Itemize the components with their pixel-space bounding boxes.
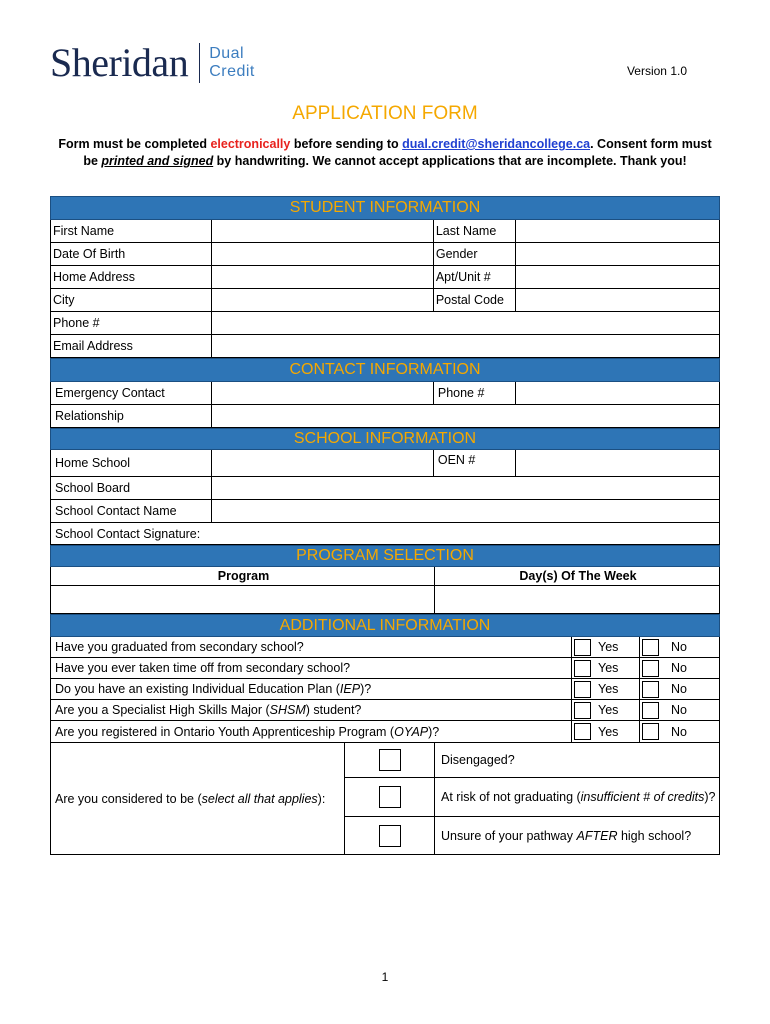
intro-printed-signed: printed and signed xyxy=(101,154,214,168)
label-school-contact-signature: School Contact Signature: xyxy=(55,526,201,541)
input-school-contact-name[interactable] xyxy=(211,500,719,522)
question-considered xyxy=(51,743,344,854)
input-relationship[interactable] xyxy=(211,405,719,427)
q-part: ) student? xyxy=(305,703,362,717)
checkbox-oyap-yes[interactable] xyxy=(574,723,591,740)
input-first-name[interactable] xyxy=(211,220,433,242)
input-apt-unit[interactable] xyxy=(515,266,719,288)
input-date-of-birth[interactable] xyxy=(211,243,433,265)
row-home-school xyxy=(50,450,720,477)
intro-part: Form must be completed xyxy=(58,137,211,151)
q-part-italic: SHSM xyxy=(269,703,306,717)
row-school-signature xyxy=(50,523,720,545)
checkbox-oyap-no[interactable] xyxy=(642,723,659,740)
option-at-risk xyxy=(435,778,719,817)
intro-part: before sending to xyxy=(290,137,403,151)
page-number: 1 xyxy=(381,970,389,984)
row-relationship xyxy=(50,405,720,428)
q-part-italic: select all that applies xyxy=(201,791,318,806)
logo-sub-dual: Dual xyxy=(209,45,245,62)
label-yes: Yes xyxy=(598,703,619,717)
q-part-italic: IEP xyxy=(339,682,361,696)
checkbox-iep-yes[interactable] xyxy=(574,681,591,698)
section-header-contact: CONTACT INFORMATION xyxy=(50,358,720,382)
label-no: No xyxy=(671,682,687,696)
input-oen[interactable] xyxy=(515,450,719,476)
row-address xyxy=(50,266,720,289)
row-q-time-off xyxy=(50,658,720,679)
section-header-program: PROGRAM SELECTION xyxy=(50,545,720,567)
logo-subtitle xyxy=(209,45,255,81)
q-part: )? xyxy=(428,724,440,739)
sheridan-logo xyxy=(50,38,255,88)
checkbox-graduated-no[interactable] xyxy=(642,639,659,656)
row-name xyxy=(50,220,720,243)
row-program-entry xyxy=(50,586,720,614)
row-dob xyxy=(50,243,720,266)
option-disengaged: Disengaged? xyxy=(435,743,719,778)
checkbox-time-off-no[interactable] xyxy=(642,660,659,677)
input-emergency-contact[interactable] xyxy=(211,382,433,404)
q-part: )? xyxy=(360,682,372,696)
considered-checkbox-column xyxy=(344,743,434,854)
input-program[interactable] xyxy=(51,586,434,613)
opt-part: )? xyxy=(704,790,716,804)
question-oyap xyxy=(51,721,571,742)
label-yes: Yes xyxy=(598,661,619,675)
row-city xyxy=(50,289,720,312)
q-part: Are you considered to be ( xyxy=(55,791,202,806)
label-date-of-birth: Date Of Birth xyxy=(53,247,126,261)
opt-part: At risk of not graduating ( xyxy=(441,790,581,804)
label-school-contact-name: School Contact Name xyxy=(55,504,177,518)
input-days[interactable] xyxy=(434,586,719,613)
version-label: Version 1.0 xyxy=(626,64,687,78)
label-email: Email Address xyxy=(53,339,133,353)
label-no: No xyxy=(671,703,687,717)
q-part: Are you registered in Ontario Youth Apprenticeship Program ( xyxy=(55,724,395,739)
opt-part-italic: AFTER xyxy=(576,828,618,843)
checkbox-disengaged[interactable] xyxy=(379,749,401,771)
checkbox-shsm-no[interactable] xyxy=(642,702,659,719)
row-phone xyxy=(50,312,720,335)
input-last-name[interactable] xyxy=(515,220,719,242)
label-gender: Gender xyxy=(433,243,515,265)
row-school-contact xyxy=(50,500,720,523)
checkbox-time-off-yes[interactable] xyxy=(574,660,591,677)
opt-part-italic: insufficient # of credits xyxy=(580,790,705,804)
label-school-board: School Board xyxy=(55,481,131,495)
q-part: Are you a Specialist High Skills Major ( xyxy=(55,703,270,717)
option-unsure-pathway xyxy=(435,817,719,854)
application-form xyxy=(50,196,720,855)
row-email xyxy=(50,335,720,358)
checkbox-iep-no[interactable] xyxy=(642,681,659,698)
input-city[interactable] xyxy=(211,289,433,311)
q-part-italic: OYAP xyxy=(394,724,429,739)
input-postal-code[interactable] xyxy=(515,289,719,311)
section-header-school: SCHOOL INFORMATION xyxy=(50,428,720,450)
question-iep xyxy=(51,679,571,699)
input-email[interactable] xyxy=(211,335,719,357)
input-home-school[interactable] xyxy=(211,450,433,476)
input-gender[interactable] xyxy=(515,243,719,265)
question-graduated: Have you graduated from secondary school? xyxy=(55,640,304,654)
label-yes: Yes xyxy=(598,724,619,739)
row-program-headers xyxy=(50,567,720,586)
email-link[interactable]: dual.credit@sheridancollege.ca xyxy=(402,137,591,151)
input-phone[interactable] xyxy=(211,312,719,334)
label-no: No xyxy=(671,724,687,739)
section-header-student: STUDENT INFORMATION xyxy=(50,196,720,220)
intro-text xyxy=(50,136,720,170)
label-postal-code: Postal Code xyxy=(433,289,515,311)
row-q-graduated xyxy=(50,637,720,658)
row-considered xyxy=(50,743,720,855)
label-yes: Yes xyxy=(598,640,619,654)
intro-part: . Consent form must be xyxy=(83,137,712,168)
considered-options-column xyxy=(434,743,719,854)
label-relationship: Relationship xyxy=(55,409,124,423)
question-shsm xyxy=(51,700,571,720)
col-program: Program xyxy=(217,569,270,583)
row-q-iep xyxy=(50,679,720,700)
label-yes: Yes xyxy=(598,682,619,696)
row-school-board xyxy=(50,477,720,500)
label-home-school: Home School xyxy=(55,456,131,470)
checkbox-shsm-yes[interactable] xyxy=(574,702,591,719)
label-last-name: Last Name xyxy=(433,220,515,242)
label-contact-phone: Phone # xyxy=(433,382,515,404)
col-days: Day(s) Of The Week xyxy=(434,567,719,585)
opt-part: Unsure of your pathway xyxy=(441,828,577,843)
label-first-name: First Name xyxy=(53,224,115,238)
logo-divider xyxy=(199,43,200,83)
q-part: Do you have an existing Individual Education Plan ( xyxy=(55,682,340,696)
input-home-address[interactable] xyxy=(211,266,433,288)
input-contact-phone[interactable] xyxy=(515,382,719,404)
label-city: City xyxy=(53,293,75,307)
label-emergency-contact: Emergency Contact xyxy=(55,386,165,400)
question-time-off: Have you ever taken time off from secondary school? xyxy=(55,661,351,675)
label-home-address: Home Address xyxy=(53,270,135,284)
label-oen: OEN # xyxy=(433,450,515,476)
row-q-shsm xyxy=(50,700,720,721)
checkbox-at-risk[interactable] xyxy=(379,786,401,808)
intro-part: by handwriting. We cannot accept applications that are incomplete. Thank you! xyxy=(213,154,687,168)
q-part: ): xyxy=(317,791,326,806)
input-school-board[interactable] xyxy=(211,477,719,499)
label-phone: Phone # xyxy=(53,316,100,330)
form-title: APPLICATION FORM xyxy=(292,103,478,124)
label-apt-unit: Apt/Unit # xyxy=(433,266,515,288)
intro-electronically: electronically xyxy=(210,137,291,151)
label-no: No xyxy=(671,640,687,654)
logo-sub-credit: Credit xyxy=(209,63,255,80)
label-no: No xyxy=(671,661,687,675)
checkbox-graduated-yes[interactable] xyxy=(574,639,591,656)
section-header-additional: ADDITIONAL INFORMATION xyxy=(50,614,720,637)
row-emergency xyxy=(50,382,720,405)
logo-name: Sheridan xyxy=(50,40,189,85)
row-q-oyap xyxy=(50,721,720,743)
checkbox-unsure-pathway[interactable] xyxy=(379,825,401,847)
opt-part: high school? xyxy=(617,828,692,843)
